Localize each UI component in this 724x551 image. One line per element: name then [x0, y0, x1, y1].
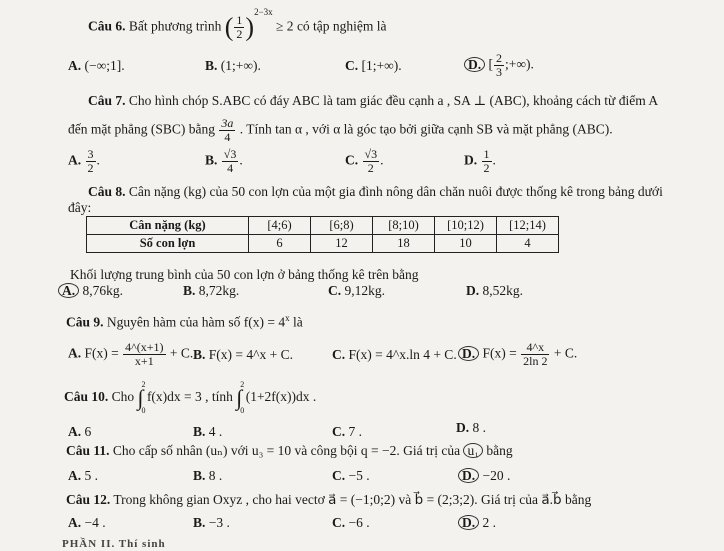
weight-table [86, 216, 559, 253]
q12-number: Câu 12. [66, 492, 111, 507]
q10-option-c[interactable]: C. 7 . [332, 424, 362, 439]
q9-stem: Câu 9. Nguyên hàm của hàm số $f(x) = 4^x$ là [66, 313, 303, 330]
q9-number: Câu 9. [66, 314, 104, 330]
q8-option-d[interactable]: D. 8,52kg. [466, 283, 523, 298]
q8-line2: đây: [68, 200, 92, 215]
q9-option-a[interactable]: A. F(x) = $\frac{4\^{}(x+1)}{x+1}$ + C. [68, 340, 194, 368]
q8-number: Câu 8. [88, 184, 126, 199]
q11-option-b[interactable]: B. 8 . [193, 468, 223, 483]
table-cell: [12;14) [497, 217, 559, 235]
q9-option-d[interactable]: D. F(x) = $\frac{4\^{}x}{2\ln 2}$ + C. [458, 341, 577, 368]
q6-stem: Câu 6. Bất phương trình ( $\frac{1}{2}$ )$^{2-3x}$ ≥ 2 có tập nghiệm là [88, 7, 387, 42]
table-row [87, 235, 559, 253]
q9-option-c[interactable]: C. F(x) = 4^x.ln 4 + C. [332, 347, 457, 362]
q7-option-b[interactable]: B. $\frac{√3}{4}$ . [205, 147, 243, 175]
table-cell: 12 [311, 235, 373, 253]
q10-option-b[interactable]: B. 4 . [193, 424, 223, 439]
q7-line1: Câu 7. Cho hình chóp S.ABC có đáy ABC là tam giác đều cạnh a , SA ⊥ (ABC), khoảng cách từ điểm A [88, 93, 659, 108]
section-footer: PHẦN II. Thí sinh [62, 538, 166, 550]
q7-option-a[interactable]: A. $\frac{3}{2}$ . [68, 147, 100, 175]
q12-option-b[interactable]: B. −3 . [193, 515, 230, 530]
table-cell: 4 [497, 235, 559, 253]
q12-option-d[interactable]: D. 2 . [458, 515, 496, 531]
table-cell: 18 [373, 235, 435, 253]
q8-option-b[interactable]: B. 8,72kg. [183, 283, 240, 298]
q8-after: Khối lượng trung bình của 50 con lợn ở bảng thống kê trên bằng [70, 267, 419, 282]
q8-line1: Câu 8. Cân nặng (kg) của 50 con lợn của một gia đình nông dân chăn nuôi được thống kê trong bảng dưới [88, 184, 663, 199]
q6-option-d[interactable]: D. [ $\frac{2}{3}$ ;+∞). [464, 52, 534, 79]
q7-option-d[interactable]: D. $\frac{1}{2}$ . [464, 147, 496, 175]
table-cell: [4;6) [249, 217, 311, 235]
table-header-cell: Cân nặng (kg) [87, 217, 249, 235]
q8-option-c[interactable]: C. 9,12kg. [328, 283, 385, 298]
q7-line2: đến mặt phẳng (SBC) bằng $\frac{3a}{4}$ . Tính tan α , với α là góc tạo bởi giữa cạnh SB và mặt phẳng (ABC). [68, 116, 613, 144]
table-cell: [6;8) [311, 217, 373, 235]
q12-option-a[interactable]: A. −4 . [68, 515, 106, 530]
q10-option-a[interactable]: A. 6 [68, 424, 92, 439]
q10-number: Câu 10. [64, 389, 109, 404]
q12-stem: Câu 12. Trong không gian Oxyz , cho hai vectơ a⃗ = (−1;0;2) và b⃗ = (2;3;2). Giá trị của a⃗.b⃗ bằng [66, 492, 592, 507]
q9-option-b[interactable]: B. F(x) = 4^x + C. [193, 347, 293, 362]
table-cell: [10;12) [435, 217, 497, 235]
table-header-cell: Số con lợn [87, 235, 249, 253]
q11-stem: Câu 11. Cho cấp số nhân (uₙ) với u₃ = 10 và công bội q = −2. Giá trị của u₁ bằng [66, 443, 513, 458]
q8-option-a[interactable]: A. 8,76kg. [58, 283, 123, 299]
table-cell: 6 [249, 235, 311, 253]
q6-number: Câu 6. [88, 18, 126, 34]
q11-option-d[interactable]: D. −20 . [458, 468, 510, 484]
q10-option-d[interactable]: D. 8 . [456, 420, 486, 435]
q7-option-c[interactable]: C. $\frac{√3}{2}$ . [345, 147, 384, 175]
q7-number: Câu 7. [88, 93, 126, 108]
q6-option-b[interactable]: B. (1;+∞). [205, 58, 261, 73]
table-row [87, 217, 559, 235]
table-cell: [8;10) [373, 217, 435, 235]
q11-number: Câu 11. [66, 443, 110, 458]
q12-option-c[interactable]: C. −6 . [332, 515, 370, 530]
q11-option-c[interactable]: C. −5 . [332, 468, 370, 483]
q10-stem: Câu 10. Cho ∫ 2 0 f(x)dx = 3 , tính ∫ 2 0 (1+2f(x))dx . [64, 379, 317, 415]
q6-option-c[interactable]: C. [1;+∞). [345, 58, 402, 73]
q11-option-a[interactable]: A. 5 . [68, 468, 98, 483]
q6-option-a[interactable]: A. (−∞;1]. [68, 58, 125, 73]
table-cell: 10 [435, 235, 497, 253]
